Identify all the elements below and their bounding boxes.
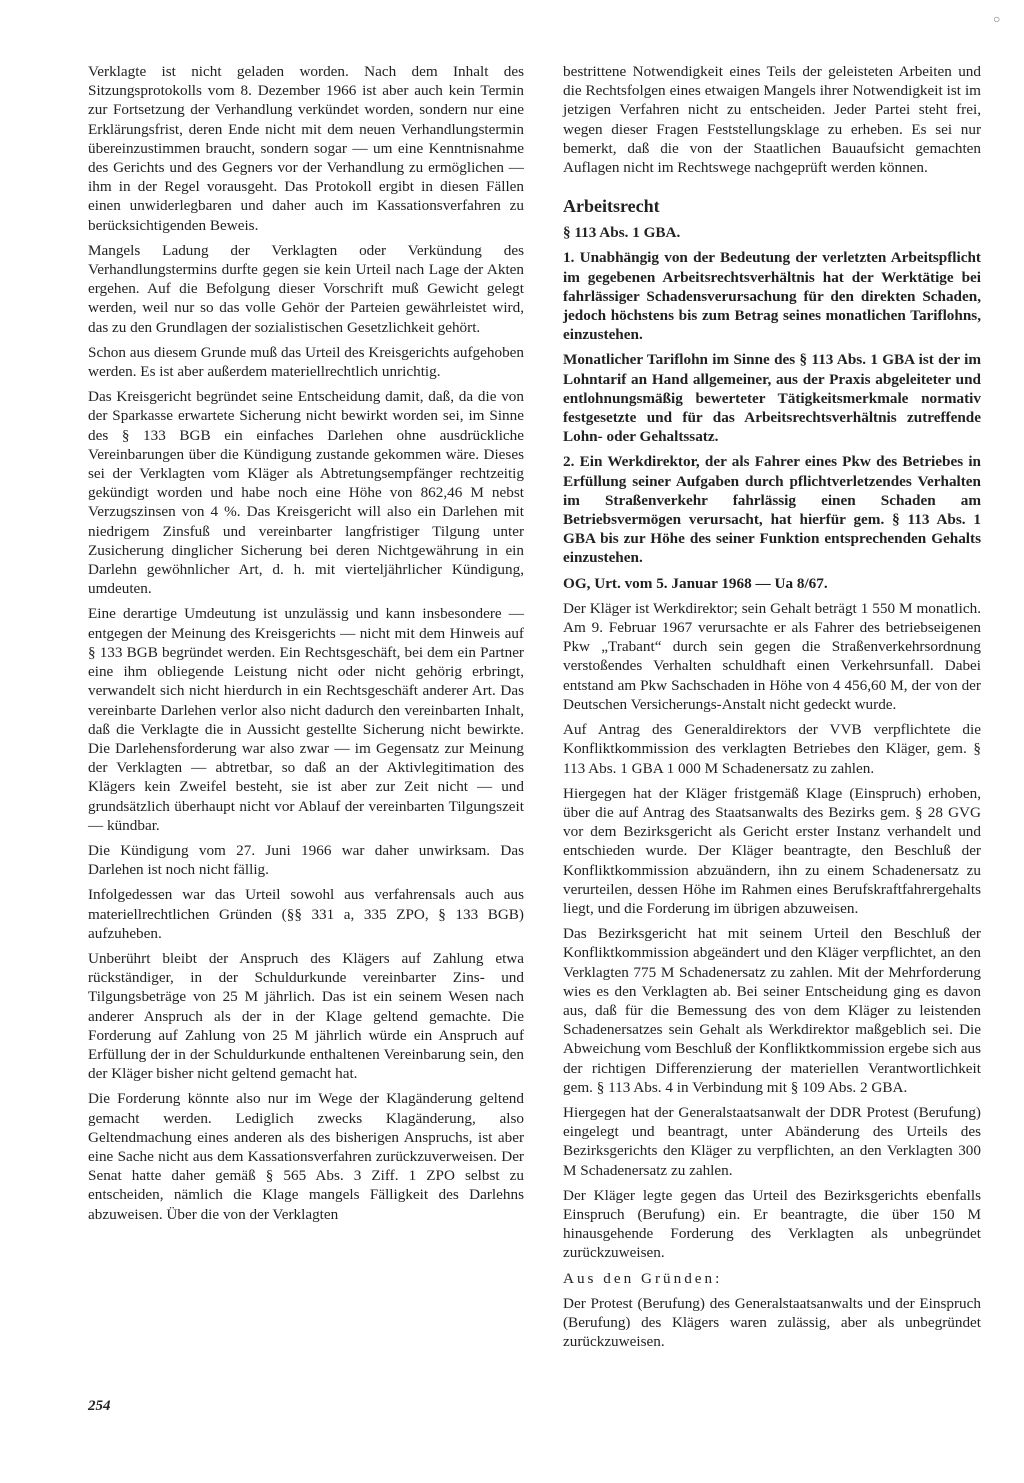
left-column [88, 62, 524, 1230]
paragraph: Die Forderung könnte also nur im Wege der Klagänderung geltend gemacht werden. Lediglich zwecks Klagänderung, also Geltendmachung eines anderen als des bisherigen Anspruchs, ist aber eine Sache nicht aus dem Kassationsverfahren zurückzuverweisen. Der Senat hatte daher gemäß § 565 Abs. 3 Ziff. 1 ZPO selbst zu entscheiden, nämlich die Klage mangels Fälligkeit des Darlehns abzuweisen. Über die von der Verklagten [88, 1090, 524, 1223]
reasons-heading: Aus den Gründen: [563, 1269, 723, 1287]
paragraph: Unberührt bleibt der Anspruch des Klägers auf Zahlung etwa rückständiger, in der Schuldurkunde vereinbarter Zins- und Tilgungsbeträge von 25 M jährlich. Das ist ein seinem Wesen nach anderer Anspruch als der in der Klage geltend gemachte. Die Forderung auf Zahlung von 25 M jährlich würde ein Anspruch auf Erfüllung der in der Schuldurkunde enthaltenen Vereinbarung sein, den der Kläger bisher nicht geltend gemacht hat. [88, 949, 524, 1083]
corner-mark: ○ [993, 12, 1001, 26]
decision-reference: OG, Urt. vom 5. Januar 1968 — Ua 8/67. [563, 574, 828, 592]
page-number: 254 [88, 1398, 111, 1414]
paragraph: Auf Antrag des Generaldirektors der VVB verpflichtete die Konfliktkommission des verklagten Betriebes den Kläger, gem. § 113 Abs. 1 GBA 1 000 M Schadenersatz zu zahlen. [563, 721, 981, 777]
section-heading: Arbeitsrecht [563, 196, 660, 217]
paragraph: Infolgedessen war das Urteil sowohl aus verfahrensals auch aus materiellrechtlichen Gründen (§§ 331 a, 335 ZPO, § 133 BGB) aufzuheben. [88, 886, 524, 942]
paragraph: Der Kläger ist Werkdirektor; sein Gehalt beträgt 1 550 M monatlich. Am 9. Februar 1967 verursachte er als Fahrer des betriebseigenen Pkw „Trabant“ durch sein gegen die Straßenverkehrsordnung verstoßendes Verhalten schuldhaft einen Verkehrsunfall. Dabei entstand am Pkw Sachschaden in Höhe von 4 456,60 M, der von der Deutschen Versicherungs-Anstalt nicht gedeckt wurde. [563, 599, 981, 713]
headnote: 2. Ein Werkdirektor, der als Fahrer eines Pkw des Betriebes in Erfüllung seiner Aufgaben durch pflichtverletzendes Verhalten im Straßenverkehr fahrlässig einen Schaden am Betriebsvermögen verursacht, hat hierfür gem. § 113 Abs. 1 GBA bis zur Höhe des seiner Funktion entsprechenden Gehalts einzustehen. [563, 453, 981, 567]
paragraph: Die Kündigung vom 27. Juni 1966 war daher unwirksam. Das Darlehen ist noch nicht fällig. [88, 841, 524, 879]
paragraph: Das Bezirksgericht hat mit seinem Urteil den Beschluß der Konfliktkommission abgeändert und den Kläger verpflichtet, an den Verklagten 775 M Schadenersatz zu zahlen. Mit der Mehrforderung wies es den Verklagten ab. Bei seiner Entscheidung ging es davon aus, daß für die Bemessung des von dem Kläger zu leistenden Schadenersatzes sein Gehalt als Werkdirektor maßgeblich sei. Die Abweichung vom Beschluß der Konfliktkommission ergebe sich aus der richtigen Differenzierung der materiellen Verantwortlichkeit gem. § 113 Abs. 4 in Verbindung mit § 109 Abs. 2 GBA. [563, 925, 981, 1096]
paragraph: Hiergegen hat der Kläger fristgemäß Klage (Einspruch) erhoben, über die auf Antrag des Staatsanwalts des Bezirks gem. § 28 GVG vor dem Bezirksgericht als Gericht erster Instanz verhandelt und entschieden wurde. Der Kläger beantragte, den Beschluß der Konfliktkommission abzuändern, ihn zu einem Schadenersatz zu verurteilen, dessen Höhe im Rahmen eines Berufskraftfahrergehalts liegt, und die Forderung im übrigen abzuweisen. [563, 784, 981, 917]
paragraph-continuation: bestrittene Notwendigkeit eines Teils der geleisteten Arbeiten und die Rechtsfolgen eines etwaigen Mangels ihrer Notwendigkeit ist im jetzigen Verfahren nicht zu entscheiden. Jeder Partei steht frei, wegen dieser Fragen Feststellungsklage zu erheben. Es sei nur bemerkt, daß die von der Staatlichen Bauaufsicht gemachten Auflagen nicht im Rechtswege nachgeprüft werden können. [563, 63, 981, 177]
paragraph: Schon aus diesem Grunde muß das Urteil des Kreisgerichts aufgehoben werden. Es ist aber außerdem materiellrechtlich unrichtig. [88, 343, 524, 381]
statute-reference: § 113 Abs. 1 GBA. [563, 224, 681, 242]
paragraph: Hiergegen hat der Generalstaatsanwalt der DDR Protest (Berufung) eingelegt und beantragt, unter Abänderung des Urteils des Bezirksgerichts den Kläger zu verpflichten, an den Verklagten 300 M Schadenersatz zu zahlen. [563, 1103, 981, 1179]
paragraph: Der Protest (Berufung) des Generalstaatsanwalts und der Einspruch (Berufung) des Klägers waren zulässig, aber als unbegründet zurückzuweisen. [563, 1294, 981, 1351]
paragraph: Mangels Ladung der Verklagten oder Verkündung des Verhandlungstermins durfte gegen sie kein Urteil nach Lage der Akten ergehen. Auf die Befolgung dieser Vorschrift muß Gewicht gelegt werden, weil nur so das volle Gehör der Parteien gewährleistet wird, das zu den Grundlagen der sozialistischen Gesetzlichkeit gehört. [88, 241, 524, 336]
headnote: Monatlicher Tariflohn im Sinne des § 113 Abs. 1 GBA ist der im Lohntarif an Hand allgemeiner, aus der Praxis abgeleiteter und entlohnungsmäßig bewerteter Tätigkeitsmerkmale normativ festgesetzte und für das Arbeitsrechtsverhältnis zutreffende Lohn- oder Gehaltssatz. [563, 351, 981, 446]
headnote: 1. Unabhängig von der Bedeutung der verletzten Arbeitspflicht im gegebenen Arbeitsrechtsverhältnis hat der Werktätige bei fahrlässiger Schadensverursachung für den direkten Schaden, jedoch höchstens bis zum Betrag seines monatlichen Tariflohns, einzustehen. [563, 249, 981, 344]
right-column [563, 62, 981, 1357]
paragraph: Verklagte ist nicht geladen worden. Nach dem Inhalt des Sitzungsprotokolls vom 8. Dezember 1966 ist aber auch kein Termin zur Fortsetzung der Verhandlung verkündet worden, sondern nur eine Erklärungsfrist, deren Ende nicht mit dem neuen Verhandlungstermin übereinzustimmen braucht, sondern sogar — um eine Kenntnisnahme des Gerichts und des Gegners vor der Verhandlung zu ermöglichen — ihm in der Regel vorausgeht. Das Protokoll ergibt in diesen Fällen einen unwiderlegbaren und daher auch im Kassationsverfahren zu berücksichtigenden Beweis. [88, 63, 524, 234]
paragraph: Eine derartige Umdeutung ist unzulässig und kann insbesondere — entgegen der Meinung des Kreisgerichts — nicht mit dem Hinweis auf § 133 BGB begründet werden. Ein Rechtsgeschäft, bei dem ein Partner eine ihm obliegende Leistung nicht oder nicht gehörig erbringt, verwandelt sich nicht hierdurch in ein Rechtsgeschäft anderer Art. Das vereinbarte Darlehen verlor also nicht dadurch den vereinbarten Inhalt, daß die Verklagte die in Aussicht gestellte Sicherung nicht bewirkte. Die Darlehensforderung war also zwar — im Gegensatz zur Meinung der Verklagten — abtretbar, so daß an der Aktivlegitimation des Klägers kein Zweifel besteht, sie ist aber zur Zeit nicht — und grundsätzlich überhaupt nicht vor Ablauf der vereinbarten Tilgungszeit — kündbar. [88, 605, 524, 834]
paragraph: Der Kläger legte gegen das Urteil des Bezirksgerichts ebenfalls Einspruch (Berufung) ein. Er beantragte, die über 150 M hinausgehende Forderung des Verklagten als unbegründet zurückzuweisen. [563, 1186, 981, 1262]
paragraph: Das Kreisgericht begründet seine Entscheidung damit, daß, da die von der Sparkasse erwartete Sicherung nicht bewirkt worden sei, im Sinne des § 133 BGB ein einfaches Darlehen ohne ausdrückliche Vereinbarungen über die Kündigung zustande gekommen wäre. Dieses sei der Verklagten vom Kläger als Abtretungsempfänger rechtzeitig gekündigt worden und habe noch eine Höhe von 862,46 M nebst Verzugszinsen von 4 %. Das Kreisgericht will also ein Darlehen mit niedrigem Zinsfuß und vereinbarter langfristiger Tilgung unter Zusicherung dinglicher Sicherung bei deren Nichtgewährung in ein Darlehn gewöhnlicher Art, d. h. mit vierteljährlicher Kündigung, umdeuten. [88, 388, 524, 598]
